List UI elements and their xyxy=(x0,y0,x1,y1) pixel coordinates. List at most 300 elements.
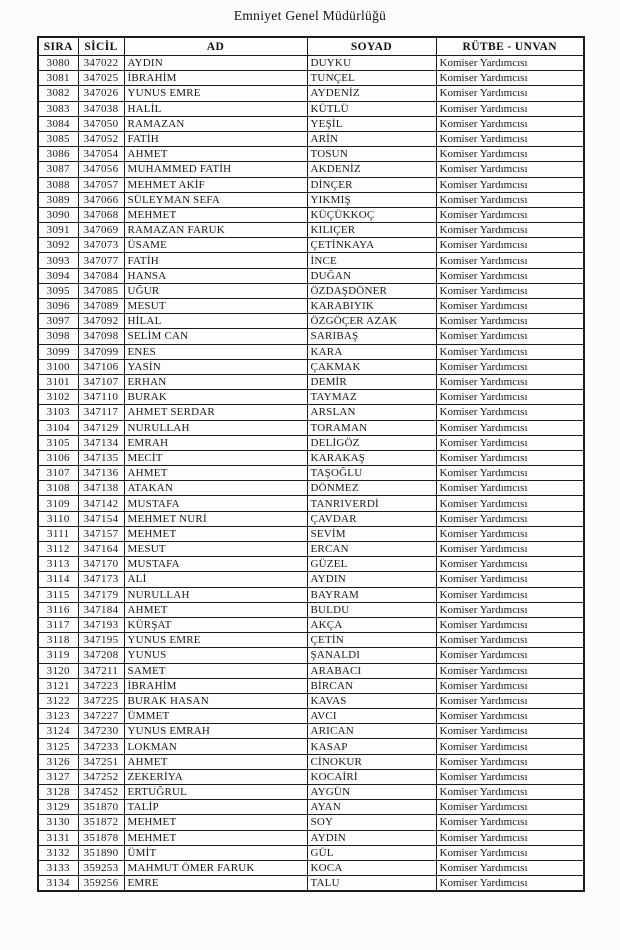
cell-ad: MECİT xyxy=(124,450,307,465)
cell-sicil: 347077 xyxy=(78,253,124,268)
cell-soyad: TANRIVERDİ xyxy=(307,496,436,511)
cell-sicil: 347164 xyxy=(78,542,124,557)
cell-sira: 3097 xyxy=(38,314,78,329)
cell-sicil: 347227 xyxy=(78,709,124,724)
cell-sicil: 347223 xyxy=(78,678,124,693)
table-row xyxy=(38,450,584,465)
cell-sira: 3129 xyxy=(38,800,78,815)
cell-soyad: DELİGÖZ xyxy=(307,435,436,450)
header-sira: SIRA xyxy=(38,37,78,56)
table-row xyxy=(38,693,584,708)
cell-soyad: DÖNMEZ xyxy=(307,481,436,496)
table-row xyxy=(38,131,584,146)
cell-sicil: 347136 xyxy=(78,466,124,481)
cell-ad: AHMET xyxy=(124,466,307,481)
table-row xyxy=(38,617,584,632)
cell-ad: ERHAN xyxy=(124,374,307,389)
cell-sira: 3101 xyxy=(38,374,78,389)
cell-ad: HALİL xyxy=(124,101,307,116)
cell-ad: FATİH xyxy=(124,253,307,268)
cell-rutbe-unvan: Komiser Yardımcısı xyxy=(436,587,584,602)
cell-ad: MEHMET xyxy=(124,526,307,541)
cell-soyad: AVCI xyxy=(307,709,436,724)
cell-sira: 3112 xyxy=(38,542,78,557)
cell-sicil: 347117 xyxy=(78,405,124,420)
cell-rutbe-unvan: Komiser Yardımcısı xyxy=(436,71,584,86)
table-row xyxy=(38,359,584,374)
cell-rutbe-unvan: Komiser Yardımcısı xyxy=(436,481,584,496)
cell-soyad: KARAKAŞ xyxy=(307,450,436,465)
cell-soyad: DUYKU xyxy=(307,56,436,71)
cell-sira: 3116 xyxy=(38,602,78,617)
cell-ad: RAMAZAN FARUK xyxy=(124,223,307,238)
cell-sicil: 347052 xyxy=(78,131,124,146)
cell-sicil: 351890 xyxy=(78,845,124,860)
cell-rutbe-unvan: Komiser Yardımcısı xyxy=(436,785,584,800)
cell-rutbe-unvan: Komiser Yardımcısı xyxy=(436,496,584,511)
cell-sicil: 347038 xyxy=(78,101,124,116)
cell-sicil: 347193 xyxy=(78,617,124,632)
table-row xyxy=(38,147,584,162)
cell-sira: 3130 xyxy=(38,815,78,830)
cell-soyad: ŞANALDI xyxy=(307,648,436,663)
cell-rutbe-unvan: Komiser Yardımcısı xyxy=(436,420,584,435)
cell-soyad: KASAP xyxy=(307,739,436,754)
cell-sicil: 347089 xyxy=(78,299,124,314)
cell-sira: 3120 xyxy=(38,663,78,678)
cell-soyad: SEVİM xyxy=(307,526,436,541)
cell-rutbe-unvan: Komiser Yardımcısı xyxy=(436,542,584,557)
cell-soyad: AYAN xyxy=(307,800,436,815)
cell-sicil: 347157 xyxy=(78,526,124,541)
cell-rutbe-unvan: Komiser Yardımcısı xyxy=(436,86,584,101)
cell-ad: ÜSAME xyxy=(124,238,307,253)
cell-sira: 3100 xyxy=(38,359,78,374)
table-row xyxy=(38,754,584,769)
cell-rutbe-unvan: Komiser Yardımcısı xyxy=(436,709,584,724)
cell-soyad: KILIÇER xyxy=(307,223,436,238)
cell-sicil: 347084 xyxy=(78,268,124,283)
table-row xyxy=(38,830,584,845)
cell-rutbe-unvan: Komiser Yardımcısı xyxy=(436,283,584,298)
cell-sira: 3126 xyxy=(38,754,78,769)
cell-rutbe-unvan: Komiser Yardımcısı xyxy=(436,754,584,769)
table-row xyxy=(38,678,584,693)
cell-sicil: 347050 xyxy=(78,116,124,131)
cell-sicil: 347107 xyxy=(78,374,124,389)
cell-rutbe-unvan: Komiser Yardımcısı xyxy=(436,359,584,374)
cell-rutbe-unvan: Komiser Yardımcısı xyxy=(436,830,584,845)
header-ad: AD xyxy=(124,37,307,56)
table-row xyxy=(38,283,584,298)
cell-rutbe-unvan: Komiser Yardımcısı xyxy=(436,602,584,617)
cell-rutbe-unvan: Komiser Yardımcısı xyxy=(436,633,584,648)
cell-rutbe-unvan: Komiser Yardımcısı xyxy=(436,511,584,526)
cell-ad: YUNUS EMRE xyxy=(124,633,307,648)
cell-sicil: 347170 xyxy=(78,557,124,572)
table-row xyxy=(38,709,584,724)
table-row xyxy=(38,116,584,131)
cell-rutbe-unvan: Komiser Yardımcısı xyxy=(436,466,584,481)
cell-rutbe-unvan: Komiser Yardımcısı xyxy=(436,101,584,116)
cell-rutbe-unvan: Komiser Yardımcısı xyxy=(436,678,584,693)
cell-sira: 3133 xyxy=(38,860,78,875)
cell-sira: 3098 xyxy=(38,329,78,344)
cell-soyad: CİNOKUR xyxy=(307,754,436,769)
cell-sicil: 347230 xyxy=(78,724,124,739)
table-row xyxy=(38,663,584,678)
table-row xyxy=(38,526,584,541)
table-row xyxy=(38,724,584,739)
table-header xyxy=(38,37,584,56)
cell-sicil: 347073 xyxy=(78,238,124,253)
cell-ad: HANSA xyxy=(124,268,307,283)
cell-rutbe-unvan: Komiser Yardımcısı xyxy=(436,238,584,253)
cell-soyad: AKÇA xyxy=(307,617,436,632)
cell-rutbe-unvan: Komiser Yardımcısı xyxy=(436,450,584,465)
table-row xyxy=(38,633,584,648)
cell-sira: 3113 xyxy=(38,557,78,572)
cell-sira: 3081 xyxy=(38,71,78,86)
cell-sira: 3085 xyxy=(38,131,78,146)
table-row xyxy=(38,435,584,450)
cell-ad: SÜLEYMAN SEFA xyxy=(124,192,307,207)
cell-ad: YASİN xyxy=(124,359,307,374)
cell-soyad: YEŞİL xyxy=(307,116,436,131)
cell-rutbe-unvan: Komiser Yardımcısı xyxy=(436,724,584,739)
table-row xyxy=(38,739,584,754)
cell-sira: 3114 xyxy=(38,572,78,587)
cell-sicil: 347057 xyxy=(78,177,124,192)
cell-sira: 3087 xyxy=(38,162,78,177)
cell-sicil: 347025 xyxy=(78,71,124,86)
cell-rutbe-unvan: Komiser Yardımcısı xyxy=(436,845,584,860)
cell-sira: 3104 xyxy=(38,420,78,435)
cell-sicil: 351878 xyxy=(78,830,124,845)
table-row xyxy=(38,86,584,101)
cell-soyad: ÇETİN xyxy=(307,633,436,648)
cell-sicil: 347452 xyxy=(78,785,124,800)
cell-sira: 3124 xyxy=(38,724,78,739)
table-row xyxy=(38,815,584,830)
cell-sira: 3106 xyxy=(38,450,78,465)
cell-sicil: 347022 xyxy=(78,56,124,71)
cell-rutbe-unvan: Komiser Yardımcısı xyxy=(436,56,584,71)
cell-soyad: ERCAN xyxy=(307,542,436,557)
cell-rutbe-unvan: Komiser Yardımcısı xyxy=(436,405,584,420)
cell-soyad: DUĞAN xyxy=(307,268,436,283)
cell-sicil: 359253 xyxy=(78,860,124,875)
cell-sira: 3084 xyxy=(38,116,78,131)
cell-ad: NURULLAH xyxy=(124,420,307,435)
table-row xyxy=(38,56,584,71)
cell-ad: RAMAZAN xyxy=(124,116,307,131)
cell-soyad: AYDENİZ xyxy=(307,86,436,101)
cell-rutbe-unvan: Komiser Yardımcısı xyxy=(436,344,584,359)
cell-ad: SAMET xyxy=(124,663,307,678)
cell-ad: YUNUS EMRAH xyxy=(124,724,307,739)
cell-sira: 3092 xyxy=(38,238,78,253)
cell-ad: SELİM CAN xyxy=(124,329,307,344)
table-row xyxy=(38,344,584,359)
cell-rutbe-unvan: Komiser Yardımcısı xyxy=(436,253,584,268)
table-row xyxy=(38,466,584,481)
cell-ad: MESUT xyxy=(124,299,307,314)
cell-rutbe-unvan: Komiser Yardımcısı xyxy=(436,557,584,572)
cell-sicil: 347184 xyxy=(78,602,124,617)
cell-soyad: AYGÜN xyxy=(307,785,436,800)
cell-sicil: 347099 xyxy=(78,344,124,359)
cell-ad: MEHMET xyxy=(124,207,307,222)
table-row xyxy=(38,481,584,496)
table-row xyxy=(38,860,584,875)
cell-soyad: ARSLAN xyxy=(307,405,436,420)
cell-sicil: 351870 xyxy=(78,800,124,815)
cell-sira: 3091 xyxy=(38,223,78,238)
cell-ad: AHMET SERDAR xyxy=(124,405,307,420)
table-row xyxy=(38,177,584,192)
cell-soyad: SOY xyxy=(307,815,436,830)
cell-ad: HİLAL xyxy=(124,314,307,329)
cell-soyad: DİNÇER xyxy=(307,177,436,192)
cell-rutbe-unvan: Komiser Yardımcısı xyxy=(436,815,584,830)
cell-soyad: AYDIN xyxy=(307,830,436,845)
cell-sira: 3105 xyxy=(38,435,78,450)
cell-sira: 3095 xyxy=(38,283,78,298)
cell-ad: MUSTAFA xyxy=(124,557,307,572)
cell-rutbe-unvan: Komiser Yardımcısı xyxy=(436,374,584,389)
cell-rutbe-unvan: Komiser Yardımcısı xyxy=(436,739,584,754)
cell-soyad: ÇAVDAR xyxy=(307,511,436,526)
table-row xyxy=(38,329,584,344)
cell-soyad: TOSUN xyxy=(307,147,436,162)
cell-rutbe-unvan: Komiser Yardımcısı xyxy=(436,769,584,784)
cell-ad: MUSTAFA xyxy=(124,496,307,511)
cell-sira: 3131 xyxy=(38,830,78,845)
cell-rutbe-unvan: Komiser Yardımcısı xyxy=(436,314,584,329)
cell-soyad: ARABACI xyxy=(307,663,436,678)
cell-rutbe-unvan: Komiser Yardımcısı xyxy=(436,299,584,314)
cell-soyad: AYDIN xyxy=(307,572,436,587)
table-row xyxy=(38,648,584,663)
cell-sira: 3110 xyxy=(38,511,78,526)
cell-ad: ÜMİT xyxy=(124,845,307,860)
cell-soyad: KARA xyxy=(307,344,436,359)
cell-ad: KÜRŞAT xyxy=(124,617,307,632)
cell-soyad: TORAMAN xyxy=(307,420,436,435)
cell-sira: 3121 xyxy=(38,678,78,693)
cell-soyad: SARIBAŞ xyxy=(307,329,436,344)
cell-ad: İBRAHİM xyxy=(124,678,307,693)
cell-rutbe-unvan: Komiser Yardımcısı xyxy=(436,223,584,238)
cell-sira: 3122 xyxy=(38,693,78,708)
cell-soyad: KAVAS xyxy=(307,693,436,708)
table-row xyxy=(38,314,584,329)
cell-sicil: 347173 xyxy=(78,572,124,587)
cell-soyad: KÜTLÜ xyxy=(307,101,436,116)
cell-soyad: TALU xyxy=(307,876,436,892)
cell-ad: İBRAHİM xyxy=(124,71,307,86)
cell-sira: 3088 xyxy=(38,177,78,192)
table-row xyxy=(38,405,584,420)
cell-soyad: KÜÇÜKKOÇ xyxy=(307,207,436,222)
cell-ad: AHMET xyxy=(124,147,307,162)
cell-sira: 3128 xyxy=(38,785,78,800)
cell-sicil: 347195 xyxy=(78,633,124,648)
cell-soyad: GÜL xyxy=(307,845,436,860)
table-row xyxy=(38,253,584,268)
cell-ad: YUNUS xyxy=(124,648,307,663)
cell-sira: 3107 xyxy=(38,466,78,481)
cell-sicil: 347211 xyxy=(78,663,124,678)
cell-soyad: TAYMAZ xyxy=(307,390,436,405)
cell-sira: 3096 xyxy=(38,299,78,314)
cell-rutbe-unvan: Komiser Yardımcısı xyxy=(436,390,584,405)
cell-soyad: BİRCAN xyxy=(307,678,436,693)
table-row xyxy=(38,374,584,389)
table-row xyxy=(38,238,584,253)
cell-soyad: ARİN xyxy=(307,131,436,146)
cell-ad: MUHAMMED FATİH xyxy=(124,162,307,177)
cell-ad: BURAK HASAN xyxy=(124,693,307,708)
cell-soyad: YIKMIŞ xyxy=(307,192,436,207)
table-row xyxy=(38,876,584,892)
cell-rutbe-unvan: Komiser Yardımcısı xyxy=(436,268,584,283)
header-rutbe-unvan: RÜTBE - UNVAN xyxy=(436,37,584,56)
header-sicil: SİCİL xyxy=(78,37,124,56)
cell-soyad: BAYRAM xyxy=(307,587,436,602)
table-row xyxy=(38,223,584,238)
cell-rutbe-unvan: Komiser Yardımcısı xyxy=(436,162,584,177)
cell-ad: ERTUĞRUL xyxy=(124,785,307,800)
cell-sira: 3108 xyxy=(38,481,78,496)
table-body xyxy=(38,56,584,892)
personnel-table xyxy=(37,36,585,892)
cell-sicil: 347129 xyxy=(78,420,124,435)
cell-soyad: ARICAN xyxy=(307,724,436,739)
cell-soyad: KARABIYIK xyxy=(307,299,436,314)
cell-rutbe-unvan: Komiser Yardımcısı xyxy=(436,177,584,192)
table-row xyxy=(38,299,584,314)
table-row xyxy=(38,71,584,86)
cell-sira: 3132 xyxy=(38,845,78,860)
cell-sira: 3094 xyxy=(38,268,78,283)
cell-rutbe-unvan: Komiser Yardımcısı xyxy=(436,860,584,875)
cell-sira: 3082 xyxy=(38,86,78,101)
table-row xyxy=(38,542,584,557)
cell-soyad: ÖZDAŞDÖNER xyxy=(307,283,436,298)
cell-rutbe-unvan: Komiser Yardımcısı xyxy=(436,526,584,541)
cell-ad: TALİP xyxy=(124,800,307,815)
cell-sira: 3123 xyxy=(38,709,78,724)
cell-sicil: 351872 xyxy=(78,815,124,830)
table-row xyxy=(38,207,584,222)
cell-sira: 3080 xyxy=(38,56,78,71)
cell-sira: 3102 xyxy=(38,390,78,405)
cell-ad: BURAK xyxy=(124,390,307,405)
cell-ad: MEHMET xyxy=(124,830,307,845)
cell-soyad: ÇAKMAK xyxy=(307,359,436,374)
table-row xyxy=(38,785,584,800)
cell-rutbe-unvan: Komiser Yardımcısı xyxy=(436,147,584,162)
cell-sicil: 347026 xyxy=(78,86,124,101)
cell-sira: 3117 xyxy=(38,617,78,632)
table-row xyxy=(38,572,584,587)
cell-sicil: 347208 xyxy=(78,648,124,663)
table-row xyxy=(38,268,584,283)
cell-rutbe-unvan: Komiser Yardımcısı xyxy=(436,876,584,892)
cell-ad: AHMET xyxy=(124,602,307,617)
cell-soyad: ÇETİNKAYA xyxy=(307,238,436,253)
table-row xyxy=(38,800,584,815)
table-row xyxy=(38,162,584,177)
cell-ad: MEHMET NURİ xyxy=(124,511,307,526)
cell-soyad: AKDENİZ xyxy=(307,162,436,177)
cell-ad: MESUT xyxy=(124,542,307,557)
cell-sira: 3089 xyxy=(38,192,78,207)
cell-sira: 3099 xyxy=(38,344,78,359)
cell-rutbe-unvan: Komiser Yardımcısı xyxy=(436,693,584,708)
cell-rutbe-unvan: Komiser Yardımcısı xyxy=(436,572,584,587)
cell-sicil: 347069 xyxy=(78,223,124,238)
cell-sicil: 347134 xyxy=(78,435,124,450)
cell-soyad: İNCE xyxy=(307,253,436,268)
cell-soyad: KOCAİRİ xyxy=(307,769,436,784)
cell-soyad: ÖZGÖÇER AZAK xyxy=(307,314,436,329)
cell-sicil: 347092 xyxy=(78,314,124,329)
cell-sira: 3125 xyxy=(38,739,78,754)
table-row xyxy=(38,511,584,526)
page-title: Emniyet Genel Müdürlüğü xyxy=(233,8,387,23)
cell-ad: FATİH xyxy=(124,131,307,146)
cell-sicil: 347085 xyxy=(78,283,124,298)
cell-ad: YUNUS EMRE xyxy=(124,86,307,101)
cell-rutbe-unvan: Komiser Yardımcısı xyxy=(436,131,584,146)
cell-ad: AYDIN xyxy=(124,56,307,71)
cell-ad: MEHMET AKİF xyxy=(124,177,307,192)
table-row xyxy=(38,557,584,572)
cell-soyad: TUNÇEL xyxy=(307,71,436,86)
cell-sicil: 347225 xyxy=(78,693,124,708)
header-soyad: SOYAD xyxy=(307,37,436,56)
cell-sicil: 347252 xyxy=(78,769,124,784)
cell-sicil: 347110 xyxy=(78,390,124,405)
table-row xyxy=(38,602,584,617)
cell-ad: LOKMAN xyxy=(124,739,307,754)
cell-soyad: GÜZEL xyxy=(307,557,436,572)
cell-ad: ENES xyxy=(124,344,307,359)
header-row xyxy=(38,37,584,56)
cell-soyad: TAŞOĞLU xyxy=(307,466,436,481)
cell-sira: 3109 xyxy=(38,496,78,511)
cell-sira: 3111 xyxy=(38,526,78,541)
cell-sira: 3134 xyxy=(38,876,78,892)
table-row xyxy=(38,390,584,405)
table-row xyxy=(38,496,584,511)
cell-sicil: 347066 xyxy=(78,192,124,207)
cell-soyad: KOCA xyxy=(307,860,436,875)
cell-rutbe-unvan: Komiser Yardımcısı xyxy=(436,648,584,663)
cell-soyad: BULDU xyxy=(307,602,436,617)
cell-ad: NURULLAH xyxy=(124,587,307,602)
cell-sicil: 347142 xyxy=(78,496,124,511)
cell-soyad: DEMİR xyxy=(307,374,436,389)
cell-sicil: 359256 xyxy=(78,876,124,892)
cell-rutbe-unvan: Komiser Yardımcısı xyxy=(436,663,584,678)
cell-sira: 3118 xyxy=(38,633,78,648)
cell-ad: MAHMUT ÖMER FARUK xyxy=(124,860,307,875)
cell-ad: MEHMET xyxy=(124,815,307,830)
